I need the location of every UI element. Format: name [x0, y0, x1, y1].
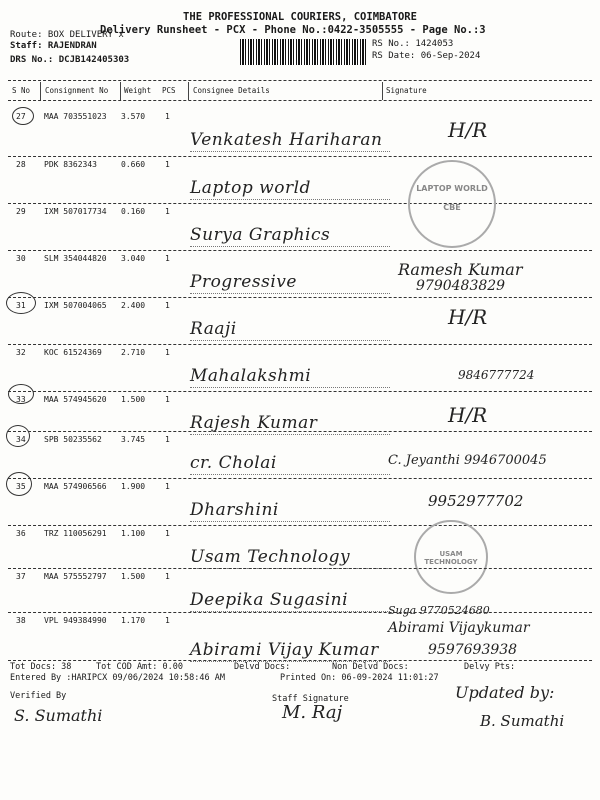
row-sno: 28 [16, 160, 26, 169]
row-consignee: Usam Technology [190, 547, 390, 569]
row-consignment: MAA 575552797 [44, 572, 107, 581]
row-pcs: 1 [165, 207, 170, 216]
barcode [240, 39, 366, 65]
row-pcs: 1 [165, 482, 170, 491]
row-pcs: 1 [165, 616, 170, 625]
non-delivered-docs: Non Delvd Docs: [332, 662, 409, 672]
row-consignee: Abirami Vijay Kumar [190, 640, 390, 662]
row-consignment: MAA 574945620 [44, 395, 107, 404]
row-weight: 3.570 [121, 112, 146, 121]
row-consignee: Dharshini [190, 500, 390, 522]
row-weight: 1.100 [121, 529, 146, 538]
row-signature [388, 299, 588, 343]
row-sno: 38 [16, 616, 26, 625]
row-consignee: Surya Graphics [190, 225, 390, 247]
row-weight: 1.170 [121, 616, 146, 625]
updated-by-label: Updated by: [455, 683, 555, 702]
col-divider [188, 82, 189, 100]
signature-text: 9952977702 [428, 492, 524, 510]
row-sno: 34 [16, 435, 26, 444]
row-pcs: 1 [165, 301, 170, 310]
table-row [0, 568, 600, 615]
row-consignment: VPL 949384990 [44, 616, 107, 625]
row-weight: 1.900 [121, 482, 146, 491]
entered-by: Entered By :HARIPCX 09/06/2024 10:58:46 AM [10, 673, 225, 683]
table-row [0, 612, 600, 659]
divider [8, 660, 592, 661]
verifier-signature: S. Sumathi [14, 706, 103, 725]
row-pcs: 1 [165, 254, 170, 263]
row-pcs: 1 [165, 572, 170, 581]
col-divider [120, 82, 121, 100]
verified-by-label: Verified By [10, 691, 67, 701]
row-consignment: IXM 507017734 [44, 207, 107, 216]
row-weight: 3.745 [121, 435, 146, 444]
runsheet-subtitle: Delivery Runsheet - PCX - Phone No.:0422-3505555 - Page No.:3 [100, 24, 486, 36]
signature-phone: 9597693938 [428, 642, 518, 658]
signature-text: Suga 9770524680 [388, 604, 490, 617]
signature-phone: 9790483829 [416, 278, 506, 294]
row-signature [388, 110, 588, 154]
route-label: Route: BOX DELIVERY x [10, 30, 124, 40]
row-consignment: SLM 354044820 [44, 254, 107, 263]
row-signature [388, 433, 588, 477]
row-signature [388, 614, 588, 658]
staff-signature: M. Raj [282, 702, 343, 723]
divider [8, 80, 592, 81]
col-divider [40, 82, 41, 100]
col-pcs: PCS [162, 86, 176, 95]
row-signature [388, 570, 588, 617]
table-row [0, 525, 600, 572]
staff-label: Staff: RAJENDRAN [10, 41, 97, 51]
row-pcs: 1 [165, 160, 170, 169]
signature-text: Abirami Vijaykumar [388, 620, 530, 636]
table-row [0, 431, 600, 478]
row-weight: 3.040 [121, 254, 146, 263]
row-sno: 32 [16, 348, 26, 357]
delivery-points: Delvy Pts: [464, 662, 516, 672]
row-sno: 36 [16, 529, 26, 538]
table-row [0, 344, 600, 391]
row-sno: 35 [16, 482, 26, 491]
row-consignee: Deepika Sugasini [190, 590, 390, 612]
row-sno: 33 [16, 395, 26, 404]
row-pcs: 1 [165, 529, 170, 538]
table-row [0, 156, 600, 203]
row-sno: 29 [16, 207, 26, 216]
drs-number: DRS No.: DCJB142405303 [10, 55, 130, 65]
row-sno: 30 [16, 254, 26, 263]
row-consignee: Raaji [190, 319, 390, 341]
delivered-docs: Delvd Docs: [234, 662, 291, 672]
signature-text: H/R [448, 305, 488, 329]
row-consignment: MAA 703551023 [44, 112, 107, 121]
row-sno: 31 [16, 301, 26, 310]
row-pcs: 1 [165, 348, 170, 357]
signature-text: H/R [448, 403, 488, 427]
staff-signature-label: Staff Signature [272, 694, 349, 704]
row-consignee: Mahalakshmi [190, 366, 390, 388]
row-consignee: Rajesh Kumar [190, 413, 390, 435]
table-row [0, 297, 600, 344]
row-consignee: Progressive [190, 272, 390, 294]
col-weight: Weight [124, 86, 152, 95]
col-signature: Signature [386, 86, 427, 95]
divider [8, 100, 592, 101]
table-row [0, 203, 600, 250]
company-stamp [408, 160, 496, 248]
row-consignee: cr. Cholai [190, 453, 390, 475]
row-consignment: TRZ 110056291 [44, 529, 107, 538]
table-row [0, 478, 600, 525]
row-signature [388, 480, 588, 524]
signature-text: C. Jeyanthi 9946700045 [388, 453, 547, 468]
row-consignment: KOC 61524369 [44, 348, 102, 357]
row-signature [388, 252, 588, 296]
row-weight: 0.160 [121, 207, 146, 216]
signature-text: 9846777724 [458, 368, 535, 382]
row-signature [388, 346, 588, 390]
hand-circle [6, 425, 30, 447]
col-consignee: Consignee Details [193, 86, 270, 95]
col-sno: S No [12, 86, 31, 95]
signature-text: H/R [448, 118, 488, 142]
row-sno: 27 [16, 112, 26, 121]
row-weight: 1.500 [121, 395, 146, 404]
row-weight: 1.500 [121, 572, 146, 581]
table-row [0, 108, 600, 155]
hand-circle [12, 107, 34, 125]
row-pcs: 1 [165, 112, 170, 121]
signature-text: Ramesh Kumar [398, 260, 523, 279]
col-divider [382, 82, 383, 100]
stamp-text: USAM TECHNOLOGY [424, 550, 478, 566]
company-title: THE PROFESSIONAL COURIERS, COIMBATORE [183, 11, 417, 23]
row-weight: 0.660 [121, 160, 146, 169]
row-sno: 37 [16, 572, 26, 581]
table-row [0, 250, 600, 297]
row-pcs: 1 [165, 395, 170, 404]
row-weight: 2.710 [121, 348, 146, 357]
hand-circle [6, 292, 36, 314]
stamp-text: CBE [443, 203, 461, 212]
row-consignment: IXM 507004065 [44, 301, 107, 310]
row-consignee: Venkatesh Hariharan [190, 130, 390, 152]
stamp-text: LAPTOP WORLD [416, 184, 488, 193]
row-consignment: SPB 50235562 [44, 435, 102, 444]
col-consignment: Consignment No [45, 86, 109, 95]
row-weight: 2.400 [121, 301, 146, 310]
row-consignee: Laptop world [190, 178, 390, 200]
hand-circle [6, 472, 32, 496]
row-pcs: 1 [165, 435, 170, 444]
rs-number: RS No.: 1424053 [372, 39, 454, 49]
printed-on: Printed On: 06-09-2024 11:01:27 [280, 673, 439, 683]
rs-date: RS Date: 06-Sep-2024 [372, 51, 481, 61]
updater-signature: B. Sumathi [480, 712, 565, 730]
total-cod: Tot COD Amt: 0.00 [96, 662, 183, 672]
hand-circle [8, 384, 34, 404]
row-consignment: MAA 574906566 [44, 482, 107, 491]
total-docs: Tot Docs: 38 [10, 662, 72, 672]
row-consignment: PDK 8362343 [44, 160, 97, 169]
